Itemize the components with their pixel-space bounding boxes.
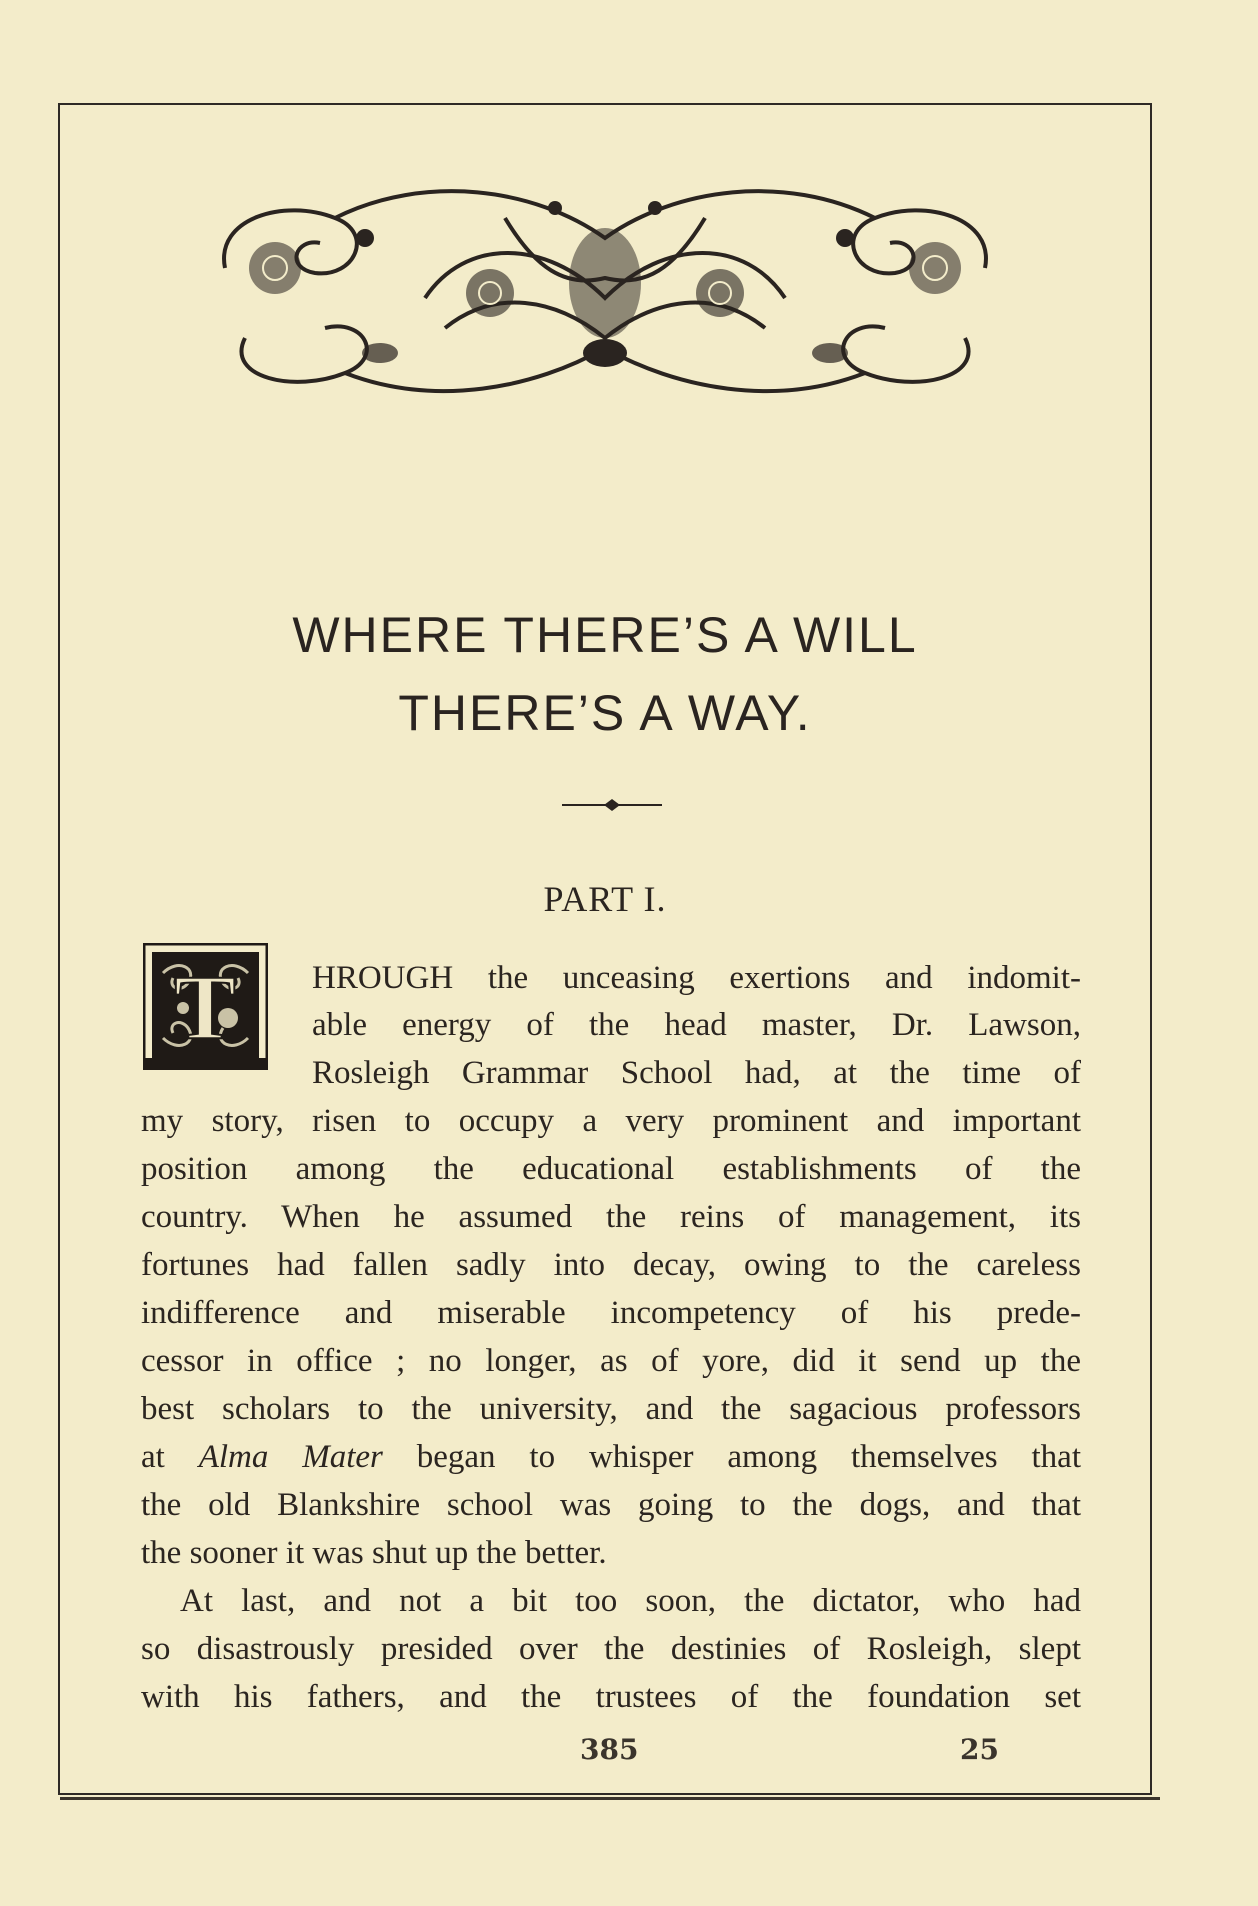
- signature-number: 385: [580, 1733, 639, 1766]
- text-line: cessor in office ; no longer, as of yore, did it send up the: [141, 1343, 1081, 1379]
- text-line: able energy of the head master, Dr. Lawson,: [312, 1007, 1081, 1043]
- title-divider-ornament: [562, 795, 662, 815]
- text-line: Rosleigh Grammar School had, at the time of: [312, 1055, 1081, 1091]
- part-heading: PART I.: [543, 879, 667, 919]
- page-number: 25: [960, 1733, 999, 1766]
- drop-cap-letter: T: [174, 956, 236, 1058]
- text-line: fortunes had fallen sadly into decay, owing to the careless: [141, 1247, 1081, 1283]
- text-line: my story, risen to occupy a very prominent and important: [141, 1103, 1081, 1139]
- story-title-line-2: THERE’S A WAY.: [398, 685, 812, 741]
- text-line-paragraph-end: the sooner it was shut up the better.: [141, 1535, 607, 1571]
- story-title-line-1: WHERE THERE’S A WILL: [292, 607, 918, 663]
- text-line: best scholars to the university, and the sagacious professors: [141, 1391, 1081, 1427]
- decorated-drop-cap: [143, 943, 268, 1070]
- text-line: so disastrously presided over the destinies of Rosleigh, slept: [141, 1631, 1081, 1667]
- text-segment: began to whisper among themselves that: [382, 1439, 1081, 1475]
- italic-alma-mater: Alma Mater: [198, 1439, 383, 1475]
- text-line-alma-mater: [141, 1437, 1081, 1477]
- page-border-shadow: [60, 1797, 1160, 1800]
- text-line: with his fathers, and the trustees of the foundation set: [141, 1679, 1081, 1715]
- text-segment: at: [141, 1439, 199, 1475]
- floral-headpiece-ornament: [205, 178, 1005, 400]
- text-line: indifference and miserable incompetency of his prede-: [141, 1295, 1081, 1331]
- text-line: the old Blankshire school was going to the dogs, and that: [141, 1487, 1081, 1523]
- text-line: HROUGH the unceasing exertions and indomit-: [312, 960, 1081, 996]
- text-line-paragraph-start: At last, and not a bit too soon, the dictator, who had: [180, 1583, 1081, 1619]
- text-line: country. When he assumed the reins of management, its: [141, 1199, 1081, 1235]
- text-line: position among the educational establishments of the: [141, 1151, 1081, 1187]
